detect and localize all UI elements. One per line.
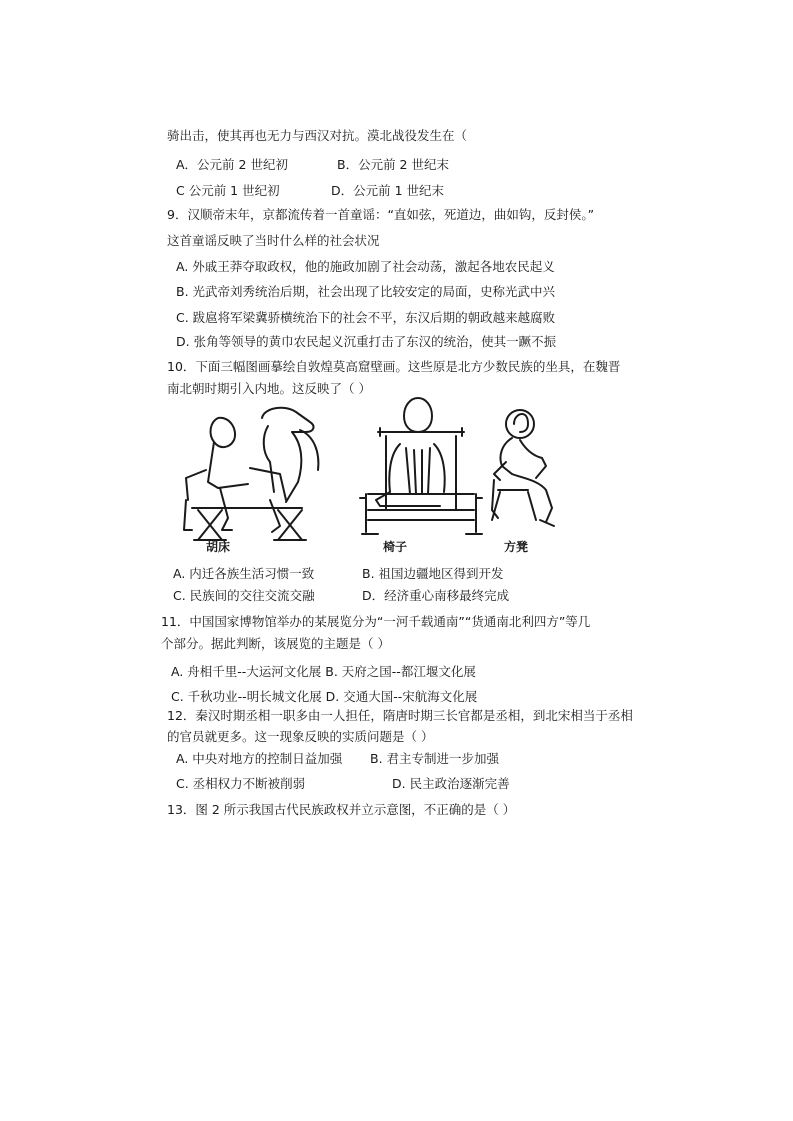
q12-option-a: A. 中央对地方的控制日益加强: [176, 751, 343, 766]
caption-yizi: 椅子: [383, 540, 408, 554]
q8-stem-continuation: 骑出击，使其再也无力与西汉对抗。漠北战役发生在（: [167, 128, 468, 143]
q9-option-b: B. 光武帝刘秀统治后期，社会出现了比较安定的局面，史称光武中兴: [176, 284, 556, 299]
q11-options-cd: C. 千秋功业--明长城文化展 D. 交通大国--宋航海文化展: [171, 689, 478, 704]
q13-stem: 13．图 2 所示我国古代民族政权并立示意图，不正确的是（ ）: [167, 802, 516, 817]
q12-stem-line2: 的官员就更多。这一现象反映的实质问题是（ ）: [167, 729, 434, 744]
q12-option-b: B. 君主专制进一步加强: [370, 751, 500, 766]
q8-option-b: B．公元前 2 世纪末: [337, 157, 449, 172]
q10-stem-line1: 10．下面三幅图画摹绘自敦煌莫高窟壁画。这些原是北方少数民族的坐具，在魏晋: [167, 359, 621, 374]
fangdeng-illustration: [492, 410, 554, 526]
q9-stem-line2: 这首童谣反映了当时什么样的社会状况: [167, 233, 380, 248]
yizi-illustration: [360, 398, 482, 534]
q9-stem-line1: 9．汉顺帝末年，京都流传着一首童谣：“直如弦，死道边，曲如钩，反封侯。”: [167, 207, 595, 222]
q10-option-d: D．经济重心南移最终完成: [362, 588, 510, 603]
q11-stem-line1: 11．中国国家博物馆举办的某展览分为“一河千载通南”“货通南北利四方”等几: [161, 614, 591, 629]
caption-hu-chuang: 胡床: [206, 540, 231, 554]
q12-stem-line1: 12．秦汉时期丞相一职多由一人担任，隋唐时期三长官都是丞相，到北宋相当于丞相: [167, 708, 633, 723]
q9-option-a: A. 外戚王莽夺取政权，他的施政加剧了社会动荡，激起各地农民起义: [176, 259, 555, 274]
q12-option-d: D. 民主政治逐渐完善: [392, 776, 510, 791]
q11-stem-line2: 个部分。据此判断，该展览的主题是（ ）: [161, 636, 390, 651]
q10-option-a: A. 内迁各族生活习惯一致: [173, 566, 315, 581]
hu-chuang-illustration: [184, 408, 318, 540]
caption-fangdeng: 方凳: [504, 540, 529, 554]
q10-option-b: B. 祖国边疆地区得到开发: [362, 566, 504, 581]
q12-option-c: C. 丞相权力不断被削弱: [176, 776, 306, 791]
q8-option-a: A．公元前 2 世纪初: [176, 157, 288, 172]
q10-option-c: C. 民族间的交往交流交融: [173, 588, 315, 603]
q9-option-d: D. 张角等领导的黄巾农民起义沉重打击了东汉的统治，使其一蹶不振: [176, 334, 557, 349]
q8-option-d: D．公元前 1 世纪末: [331, 183, 445, 198]
q11-options-ab: A. 舟相千里--大运河文化展 B. 天府之国--都江堰文化展: [171, 664, 476, 679]
q8-option-c: C 公元前 1 世纪初: [176, 183, 280, 198]
q10-stem-line2: 南北朝时期引入内地。这反映了（ ）: [167, 381, 371, 396]
q9-option-c: C. 跋扈将军梁冀骄横统治下的社会不平，东汉后期的朝政越来越腐败: [176, 310, 556, 325]
